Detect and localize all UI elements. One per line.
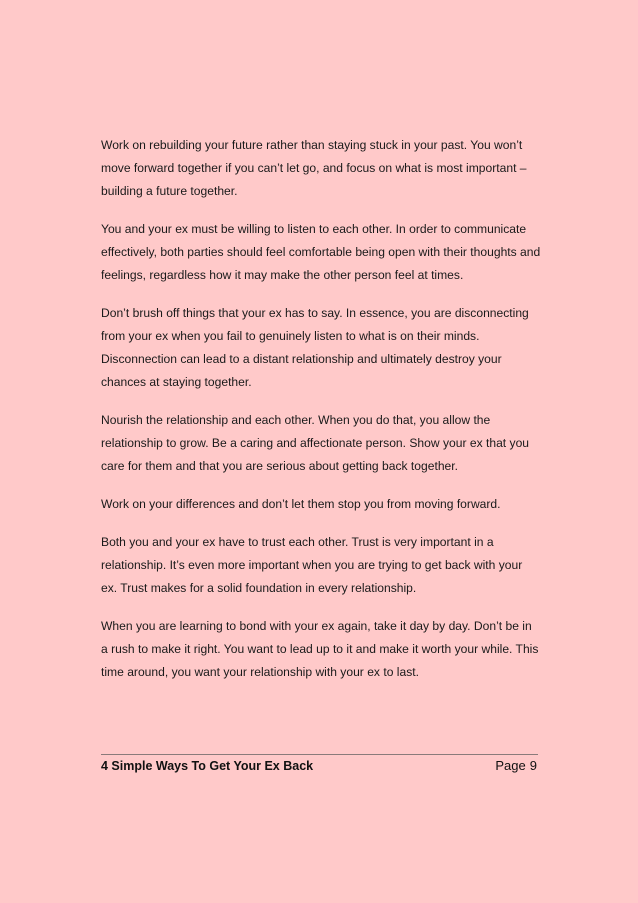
page-number <box>491 758 537 773</box>
paragraph: You and your ex must be willing to listen to each other. In order to communicate effectively, both parties should feel comfortable being open with their thoughts and feelings, regardless how it may make the other person feel at times. <box>101 222 541 282</box>
paragraph: When you are learning to bond with your ex again, take it day by day. Don’t be in a rush to make it right. You want to lead up to it and make it worth your while. This time around, you want your relationship with your ex to last. <box>101 619 539 679</box>
page-label: Page <box>495 758 526 773</box>
paragraph: Don’t brush off things that your ex has to say. In essence, you are disconnecting from your ex when you fail to genuinely listen to what is on their minds. Disconnection can lead to a distant relationship and ultimately destroy your chances at staying together. <box>101 306 529 389</box>
footer-title: 4 Simple Ways To Get Your Ex Back <box>101 759 314 773</box>
paragraph: Work on rebuilding your future rather than staying stuck in your past. You won’t move forward together if you can’t let go, and focus on what is most important – building a future together. <box>101 138 527 198</box>
paragraph: Nourish the relationship and each other. When you do that, you allow the relationship to grow. Be a caring and affectionate person. Show your ex that you care for them and that you are serious about getting back together. <box>101 413 530 473</box>
page-number-value: 9 <box>529 758 537 773</box>
footer-divider <box>101 754 538 755</box>
paragraph: Work on your differences and don’t let them stop you from moving forward. <box>101 497 501 511</box>
body-text <box>101 134 541 699</box>
paragraph: Both you and your ex have to trust each other. Trust is very important in a relationship. It’s even more important when you are trying to get back with your ex. Trust makes for a solid foundation in every relationship. <box>101 535 523 595</box>
